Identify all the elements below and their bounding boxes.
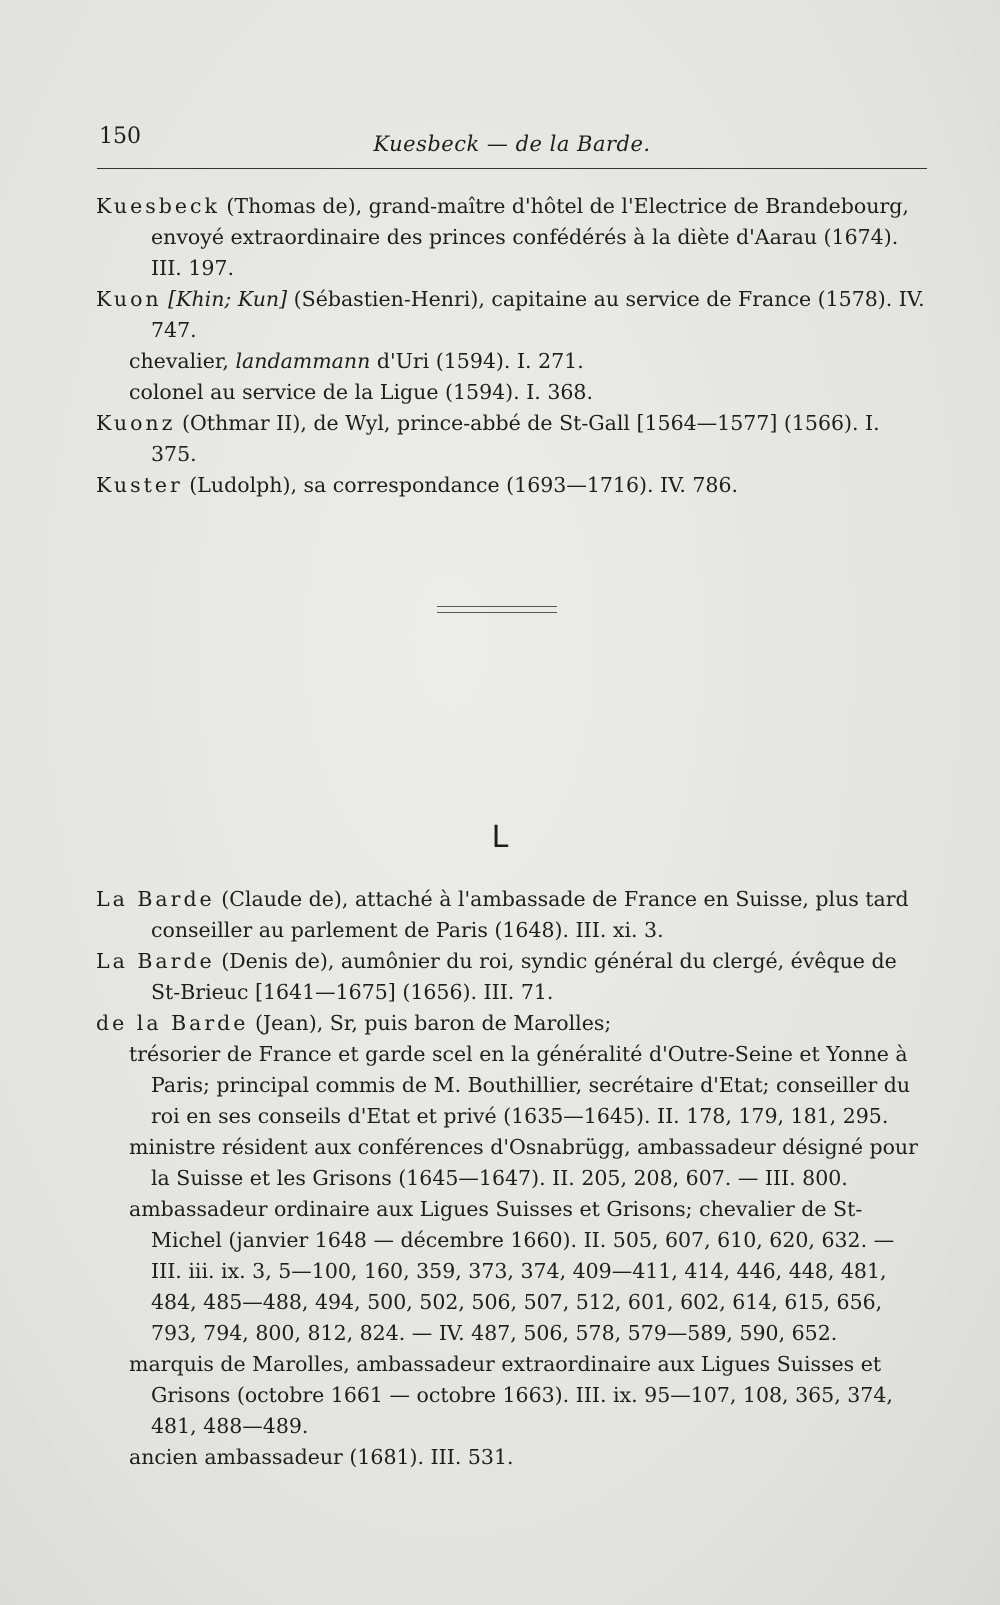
index-entry — [96, 191, 926, 284]
entry-headword: Kuon — [96, 287, 162, 311]
index-entry — [96, 408, 926, 470]
entry-headword: Kuster — [96, 473, 183, 497]
index-subentry — [96, 1194, 926, 1349]
entry-text: (Thomas de), grand-maître d'hôtel de l'Electrice de Brandebourg, envoyé extraordinaire des princes confédérés à la diète d'Aarau (1674). III. 197. — [151, 194, 909, 280]
page-number: 150 — [99, 124, 141, 149]
index-entry — [96, 470, 926, 501]
entry-prefix: chevalier, — [129, 349, 229, 373]
entry-text: colonel au service de la Ligue (1594). I. 368. — [129, 380, 593, 404]
running-title: Kuesbeck — de la Barde. — [373, 132, 651, 156]
entry-text: (Sébastien-Henri), capitaine au service de France (1578). IV. 747. — [151, 287, 925, 342]
index-subentry — [96, 346, 926, 377]
entry-text: (Ludolph), sa correspondance (1693—1716). IV. 786. — [189, 473, 739, 497]
entry-text: marquis de Marolles, ambassadeur extraordinaire aux Ligues Suisses et Grisons (octobre 1661 — octobre 1663). III. ix. 95—107, 108, 365, 374, 481, 488—489. — [129, 1352, 893, 1438]
entry-headword: de la Barde — [96, 1011, 249, 1035]
entry-text: ambassadeur ordinaire aux Ligues Suisses et Grisons; chevalier de St-Michel (janvier 1648 — décembre 1660). II. 505, 607, 610, 620, 632. — III. iii. ix. 3, 5—100, 160, 359, 373, 374, 409—411, 414, 446, 448, 481, 484, 485—488, 494, 500, 502, 506, 507, 512, 601, 602, 614, 615, 656, 793, 794, 800, 812, 824. — IV. 487, 506, 578, 579—589, 590, 652. — [129, 1197, 895, 1345]
entry-text: d'Uri (1594). I. 271. — [376, 349, 584, 373]
entry-text: ministre résident aux conférences d'Osnabrügg, ambassadeur désigné pour la Suisse et les Grisons (1645—1647). II. 205, 208, 607. — III. 800. — [129, 1135, 918, 1190]
index-subentry — [96, 1132, 926, 1194]
entries-k — [96, 191, 926, 501]
index-entry — [96, 284, 926, 346]
index-subentry — [96, 377, 926, 408]
entry-headword: La Barde — [96, 887, 215, 911]
entry-text: trésorier de France et garde scel en la généralité d'Outre-Seine et Yonne à Paris; principal commis de M. Bouthillier, secrétaire d'Etat; conseiller du roi en ses conseils d'Etat et privé (1635—1645). II. 178, 179, 181, 295. — [129, 1042, 911, 1128]
index-subentry — [96, 1349, 926, 1442]
section-letter: L — [491, 820, 509, 855]
entry-text: (Othmar II), de Wyl, prince-abbé de St-Gall [1564—1577] (1566). I. 375. — [151, 411, 880, 466]
entry-headword: Kuesbeck — [96, 194, 220, 218]
entry-text: (Denis de), aumônier du roi, syndic général du clergé, évêque de St-Brieuc [1641—1675] (1656). III. 71. — [151, 949, 897, 1004]
entry-italic: landammann — [235, 349, 371, 373]
index-entry — [96, 1008, 926, 1039]
section-separator — [437, 606, 557, 613]
entry-text: ancien ambassadeur (1681). III. 531. — [129, 1445, 514, 1469]
entry-text: (Claude de), attaché à l'ambassade de France en Suisse, plus tard conseiller au parlement de Paris (1648). III. xi. 3. — [151, 887, 909, 942]
entry-text: (Jean), Sr, puis baron de Marolles; — [254, 1011, 612, 1035]
index-entry — [96, 884, 926, 946]
entries-l — [96, 884, 926, 1473]
entry-headword: La Barde — [96, 949, 215, 973]
entry-variant: [Khin; Kun] — [168, 287, 288, 311]
index-subentry — [96, 1039, 926, 1132]
index-entry — [96, 946, 926, 1008]
entry-headword: Kuonz — [96, 411, 176, 435]
page-header — [97, 122, 927, 169]
index-subentry — [96, 1442, 926, 1473]
